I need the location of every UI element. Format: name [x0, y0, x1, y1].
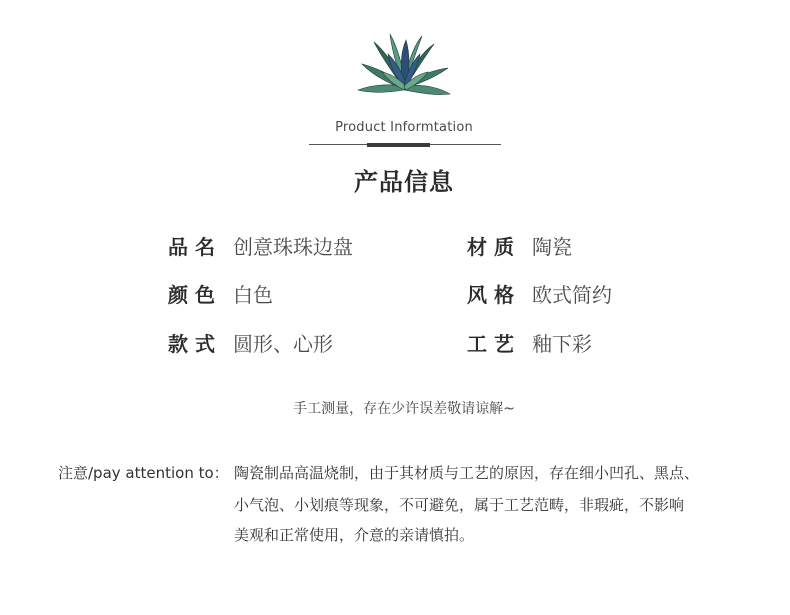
spec-material	[467, 231, 572, 260]
spec-label: 颜 色	[168, 283, 215, 307]
spec-label: 材 质	[467, 235, 514, 259]
spec-value: 釉下彩	[532, 332, 592, 356]
page-title: 产品信息	[354, 168, 454, 196]
spec-color	[168, 279, 273, 308]
spec-value: 创意珠珠边盘	[233, 235, 353, 259]
attention-label: 注意/pay attention to：	[58, 464, 229, 482]
measurement-note: 手工测量，存在少许误差敬请谅解~	[293, 401, 515, 417]
attention-line-3: 美观和正常使用，介意的亲请慎拍。	[234, 526, 475, 544]
attention-line-1: 陶瓷制品高温烧制，由于其材质与工艺的原因，存在细小凹孔、黑点、	[234, 464, 700, 482]
spec-label: 款 式	[168, 332, 215, 356]
spec-value: 圆形、心形	[233, 332, 333, 356]
attention-line-2: 小气泡、小划痕等现象，不可避免，属于工艺范畴，非瑕疵，不影响	[234, 496, 685, 514]
spec-label: 工 艺	[467, 332, 514, 356]
spec-label: 品 名	[168, 235, 215, 259]
spec-product-name	[168, 231, 353, 260]
spec-label: 风 格	[467, 283, 514, 307]
spec-craft	[467, 328, 592, 357]
spec-value: 白色	[233, 283, 273, 307]
spec-style	[467, 279, 612, 308]
product-info-subtitle: Product Informtation	[335, 120, 473, 135]
spec-value: 欧式简约	[532, 283, 612, 307]
spec-value: 陶瓷	[532, 235, 572, 259]
spec-shape	[168, 328, 333, 357]
divider-accent	[367, 143, 430, 147]
agave-plant-icon	[352, 24, 456, 104]
